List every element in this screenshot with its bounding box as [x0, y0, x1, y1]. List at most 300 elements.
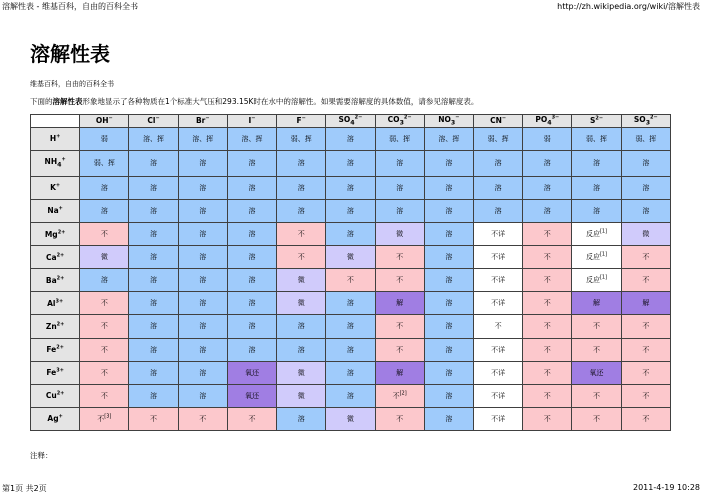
solubility-cell [129, 338, 178, 361]
cell-value: 溶 [150, 230, 158, 239]
cell-value: 溶 [199, 253, 207, 262]
cell-value: 不详 [491, 345, 506, 354]
cell-value: 不 [396, 414, 404, 423]
cell-value: 溶 [494, 183, 502, 192]
cation-charge: 2+ [56, 275, 65, 282]
cell-value: 溶 [642, 159, 650, 168]
cation-header [31, 176, 80, 199]
cell-value: 弱、挥 [290, 134, 312, 143]
solubility-cell [227, 127, 276, 150]
solubility-cell [375, 150, 424, 176]
solubility-cell [523, 176, 572, 199]
solubility-cell [572, 199, 621, 222]
cation-charge: 2+ [57, 229, 66, 236]
cell-value: 溶 [150, 183, 158, 192]
solubility-cell [129, 292, 178, 315]
cell-value: 溶 [199, 368, 207, 377]
solubility-cell [424, 338, 473, 361]
solubility-cell [326, 127, 375, 150]
table-row [31, 246, 671, 269]
cell-value: 溶 [445, 183, 453, 192]
solubility-cell [473, 315, 522, 338]
solubility-cell [375, 315, 424, 338]
solubility-cell [572, 246, 621, 269]
cell-value: 溶 [248, 253, 256, 262]
solubility-cell [129, 361, 178, 384]
solubility-cell [227, 223, 276, 246]
cation-header [31, 269, 80, 292]
intro-pre: 下面的 [30, 97, 53, 106]
cation-base: Zn [45, 321, 57, 331]
anion-charge: − [455, 114, 460, 121]
solubility-cell [277, 246, 326, 269]
solubility-cell [326, 199, 375, 222]
solubility-cell [523, 361, 572, 384]
solubility-cell [129, 269, 178, 292]
cell-value: 溶 [445, 345, 453, 354]
anion-base: OH [95, 116, 109, 126]
solubility-cell [473, 407, 522, 430]
anion-base: Cl [147, 116, 156, 126]
solubility-cell [424, 407, 473, 430]
solubility-cell [375, 246, 424, 269]
cell-value: 溶 [248, 206, 256, 215]
solubility-cell [572, 315, 621, 338]
solubility-cell [80, 246, 129, 269]
footnote-ref: [2] [399, 390, 407, 397]
cell-value: 溶 [346, 299, 354, 308]
intro-post: 形象地显示了各种物质在1个标准大气压和293.15K时在水中的溶解性。如果需要溶解度的具体数值，请参见溶解度表。 [82, 97, 479, 106]
solubility-cell [523, 407, 572, 430]
anion-header [80, 115, 129, 128]
anion-charge: − [301, 115, 306, 122]
solubility-cell [621, 315, 670, 338]
cell-value: 溶、挥 [143, 134, 165, 143]
anion-header [424, 115, 473, 128]
solubility-cell [473, 246, 522, 269]
solubility-cell [80, 292, 129, 315]
corner-cell [31, 115, 80, 128]
cell-value: 不 [297, 253, 305, 262]
cation-charge: 2+ [56, 344, 64, 351]
anion-base: CO [387, 115, 400, 124]
cell-value: 溶 [593, 206, 601, 215]
anion-charge: 2− [403, 114, 412, 121]
table-row [31, 127, 671, 150]
solubility-cell [80, 384, 129, 407]
cell-value: 不 [543, 391, 551, 400]
print-date: 2011-4-19 10:28 [633, 483, 700, 492]
cation-base: Cu [45, 391, 57, 401]
anion-base: SO [633, 115, 646, 124]
cell-value: 溶 [248, 230, 256, 239]
cell-value: 溶 [248, 345, 256, 354]
solubility-cell [277, 223, 326, 246]
cell-value: 溶 [445, 253, 453, 262]
solubility-cell [178, 292, 227, 315]
solubility-cell [277, 269, 326, 292]
cell-value: 溶 [445, 230, 453, 239]
solubility-cell [326, 269, 375, 292]
cell-value: 不详 [491, 414, 506, 423]
cell-value: 溶 [248, 159, 256, 168]
table-row [31, 269, 671, 292]
solubility-cell [473, 269, 522, 292]
cell-value: 溶 [445, 322, 453, 331]
solubility-cell [326, 407, 375, 430]
anion-header [277, 115, 326, 128]
table-row [31, 292, 671, 315]
cation-charge: 2+ [56, 321, 65, 328]
cell-value: 溶 [445, 276, 453, 285]
cell-value: 不 [543, 276, 551, 285]
solubility-cell [277, 150, 326, 176]
cell-value: 不 [543, 345, 551, 354]
footnote-ref: [3] [104, 413, 112, 420]
solubility-cell [375, 338, 424, 361]
cell-value: 溶 [150, 299, 158, 308]
cell-value: 溶 [346, 345, 354, 354]
cell-value: 溶 [396, 183, 404, 192]
solubility-cell [178, 407, 227, 430]
cell-value: 溶 [199, 159, 207, 168]
cell-value: 不 [642, 368, 650, 377]
anion-charge: − [501, 115, 507, 122]
cell-value: 不 [642, 322, 650, 331]
anion-base: PO [535, 115, 548, 124]
solubility-cell [227, 246, 276, 269]
cation-base: K [50, 183, 56, 193]
cell-value: 不详 [491, 230, 506, 239]
solubility-cell [80, 315, 129, 338]
cation-base: Na [47, 206, 59, 216]
cell-value: 溶 [199, 391, 207, 400]
solubility-cell [621, 176, 670, 199]
table-row [31, 361, 671, 384]
cell-value: 溶、挥 [192, 134, 214, 143]
solubility-cell [621, 223, 670, 246]
solubility-cell [227, 407, 276, 430]
cation-charge: 3+ [56, 367, 64, 374]
anion-subscript: 4 [350, 119, 355, 127]
cell-value: 溶 [248, 276, 256, 285]
solubility-cell [375, 384, 424, 407]
solubility-cell [621, 361, 670, 384]
anion-charge: − [155, 115, 160, 122]
solubility-cell [80, 223, 129, 246]
solubility-cell [473, 199, 522, 222]
table-row [31, 150, 671, 176]
cell-value: 溶 [445, 391, 453, 400]
solubility-cell [424, 246, 473, 269]
cell-value: 不 [642, 253, 650, 262]
cell-value: 不 [100, 345, 108, 354]
solubility-cell [572, 384, 621, 407]
solubility-cell [424, 315, 473, 338]
solubility-cell [227, 150, 276, 176]
cell-value: 不 [543, 299, 551, 308]
solubility-cell [424, 384, 473, 407]
cell-value: 溶 [494, 206, 502, 215]
cell-value: 溶 [593, 159, 601, 168]
cell-value: 溶 [346, 322, 354, 331]
cell-value: 溶 [150, 322, 158, 331]
solubility-cell [178, 246, 227, 269]
cell-value: 溶 [346, 368, 354, 377]
page-subtitle: 维基百科，自由的百科全书 [30, 80, 114, 88]
cell-value: 溶 [346, 391, 354, 400]
cell-value: 溶 [346, 183, 354, 192]
cation-charge: 3+ [55, 298, 64, 305]
cell-value: 溶 [199, 299, 207, 308]
solubility-cell [375, 199, 424, 222]
anion-base: I [248, 116, 252, 126]
anion-subscript: 3 [645, 119, 651, 127]
cell-value: 反应 [585, 253, 600, 262]
solubility-cell [178, 315, 227, 338]
solubility-cell [424, 199, 473, 222]
cell-value: 不 [642, 414, 650, 423]
cell-value: 溶 [346, 230, 354, 239]
cell-value: 溶 [445, 299, 453, 308]
cell-value: 溶 [396, 206, 404, 215]
anion-charge: 2− [650, 114, 658, 121]
cell-value: 不详 [491, 391, 506, 400]
cell-value: 溶、挥 [438, 134, 460, 143]
cell-value: 溶 [297, 206, 305, 215]
solubility-cell [129, 384, 178, 407]
cell-value: 不详 [491, 368, 506, 377]
cell-value: 不 [97, 414, 105, 423]
anion-header [621, 115, 670, 128]
solubility-cell [572, 361, 621, 384]
cell-value: 微 [642, 230, 650, 239]
cell-value: 不 [543, 414, 551, 423]
cell-value: 溶 [297, 159, 305, 168]
table-row [31, 223, 671, 246]
cell-value: 溶 [543, 183, 551, 192]
anion-header [572, 115, 621, 128]
cell-value: 微 [346, 253, 354, 262]
cell-value: 不 [396, 322, 404, 331]
cation-charge: + [58, 205, 63, 212]
solubility-cell [80, 407, 129, 430]
cell-value: 溶 [150, 253, 158, 262]
solubility-cell [227, 176, 276, 199]
anion-charge: − [251, 115, 256, 122]
cell-value: 不 [593, 391, 601, 400]
cell-value: 溶 [346, 134, 354, 143]
cell-value: 不 [100, 368, 108, 377]
solubility-cell [178, 361, 227, 384]
anion-base: NO [438, 115, 451, 124]
solubility-cell [473, 338, 522, 361]
solubility-cell [326, 246, 375, 269]
solubility-cell [621, 127, 670, 150]
cell-value: 不 [199, 414, 207, 423]
anion-header [178, 115, 227, 128]
solubility-cell [473, 150, 522, 176]
solubility-table [30, 114, 671, 431]
solubility-cell [326, 338, 375, 361]
cell-value: 不 [593, 345, 601, 354]
cation-header [31, 150, 80, 176]
cell-value: 不 [642, 391, 650, 400]
cell-value: 溶 [445, 159, 453, 168]
solubility-cell [523, 338, 572, 361]
solubility-cell [326, 292, 375, 315]
table-row [31, 176, 671, 199]
solubility-cell [277, 407, 326, 430]
solubility-cell [572, 150, 621, 176]
table-row [31, 199, 671, 222]
cell-value: 不 [346, 276, 354, 285]
print-header-title: 溶解性表 - 维基百科，自由的百科全书 [2, 2, 138, 11]
cell-value: 不 [543, 322, 551, 331]
solubility-cell [621, 199, 670, 222]
solubility-cell [424, 361, 473, 384]
cell-value: 溶 [150, 159, 158, 168]
solubility-cell [277, 384, 326, 407]
solubility-cell [375, 269, 424, 292]
cell-value: 溶、挥 [241, 134, 263, 143]
cell-value: 不 [297, 230, 305, 239]
solubility-cell [572, 269, 621, 292]
solubility-cell [277, 292, 326, 315]
solubility-cell [178, 223, 227, 246]
cell-value: 解 [396, 368, 404, 377]
solubility-cell [523, 246, 572, 269]
cell-value: 溶 [297, 345, 305, 354]
cell-value: 不详 [491, 276, 506, 285]
solubility-cell [424, 292, 473, 315]
solubility-cell [277, 361, 326, 384]
footnote-ref: [1] [599, 228, 608, 235]
solubility-cell [572, 176, 621, 199]
cell-value: 溶 [642, 206, 650, 215]
cell-value: 不 [396, 276, 404, 285]
anion-base: S [589, 116, 596, 126]
cell-value: 解 [396, 299, 404, 308]
solubility-cell [227, 384, 276, 407]
table-row [31, 338, 671, 361]
anion-base: F [296, 116, 302, 126]
cell-value: 溶 [396, 159, 404, 168]
solubility-cell [129, 199, 178, 222]
cell-value: 不 [100, 299, 108, 308]
anion-header [129, 115, 178, 128]
cell-value: 不 [100, 391, 108, 400]
cation-charge: + [55, 182, 61, 189]
anion-charge: − [205, 115, 210, 122]
cell-value: 溶 [199, 230, 207, 239]
solubility-cell [424, 223, 473, 246]
solubility-cell [621, 407, 670, 430]
anion-header [523, 115, 572, 128]
solubility-cell [80, 127, 129, 150]
cell-value: 溶 [543, 159, 551, 168]
solubility-cell [572, 127, 621, 150]
cation-header [31, 223, 80, 246]
cell-value: 溶 [445, 206, 453, 215]
solubility-cell [621, 292, 670, 315]
cation-charge: + [56, 133, 61, 140]
solubility-cell [572, 407, 621, 430]
cell-value: 反应 [585, 276, 600, 285]
page-title: 溶解性表 [30, 42, 110, 66]
notes-label: 注释： [30, 451, 53, 460]
print-header-url: http://zh.wikipedia.org/wiki/溶解性表 [557, 2, 700, 11]
cell-value: 弱 [543, 134, 551, 143]
solubility-cell [129, 407, 178, 430]
anion-header [326, 115, 375, 128]
anion-charge: − [108, 115, 113, 122]
solubility-cell [572, 292, 621, 315]
solubility-cell [277, 338, 326, 361]
solubility-cell [326, 315, 375, 338]
solubility-cell [227, 199, 276, 222]
solubility-cell [375, 292, 424, 315]
cell-value: 溶 [199, 322, 207, 331]
solubility-cell [80, 361, 129, 384]
cell-value: 不 [248, 414, 256, 423]
solubility-cell [326, 223, 375, 246]
cell-value: 不 [642, 345, 650, 354]
solubility-cell [375, 127, 424, 150]
cation-base: NH [44, 157, 58, 167]
table-row [31, 315, 671, 338]
cell-value: 溶 [297, 322, 305, 331]
table-row [31, 407, 671, 430]
solubility-cell [523, 384, 572, 407]
cell-value: 溶 [100, 276, 108, 285]
anion-header [473, 115, 522, 128]
cell-value: 溶 [494, 159, 502, 168]
solubility-cell [178, 384, 227, 407]
solubility-cell [473, 384, 522, 407]
cell-value: 溶 [150, 368, 158, 377]
solubility-cell [129, 223, 178, 246]
cell-value: 弱、挥 [586, 134, 608, 143]
solubility-cell [277, 315, 326, 338]
cell-value: 弱、挥 [635, 134, 657, 143]
cation-base: Al [47, 298, 56, 308]
solubility-cell [326, 176, 375, 199]
cation-header [31, 199, 80, 222]
cell-value: 不详 [491, 253, 506, 262]
cation-charge: + [61, 156, 66, 163]
table-header-row [31, 115, 671, 128]
cell-value: 溶 [445, 368, 453, 377]
cell-value: 溶 [297, 183, 305, 192]
solubility-cell [326, 361, 375, 384]
cell-value: 溶 [248, 299, 256, 308]
cell-value: 氧还 [244, 391, 259, 400]
solubility-cell [178, 199, 227, 222]
solubility-cell [621, 384, 670, 407]
cell-value: 氧还 [244, 368, 259, 377]
cell-value: 溶 [199, 345, 207, 354]
solubility-cell [473, 127, 522, 150]
solubility-cell [621, 269, 670, 292]
cell-value: 溶 [248, 322, 256, 331]
solubility-cell [523, 292, 572, 315]
solubility-cell [424, 150, 473, 176]
solubility-cell [326, 150, 375, 176]
anion-base: Br [195, 116, 206, 126]
solubility-cell [277, 127, 326, 150]
cation-header [31, 338, 80, 361]
